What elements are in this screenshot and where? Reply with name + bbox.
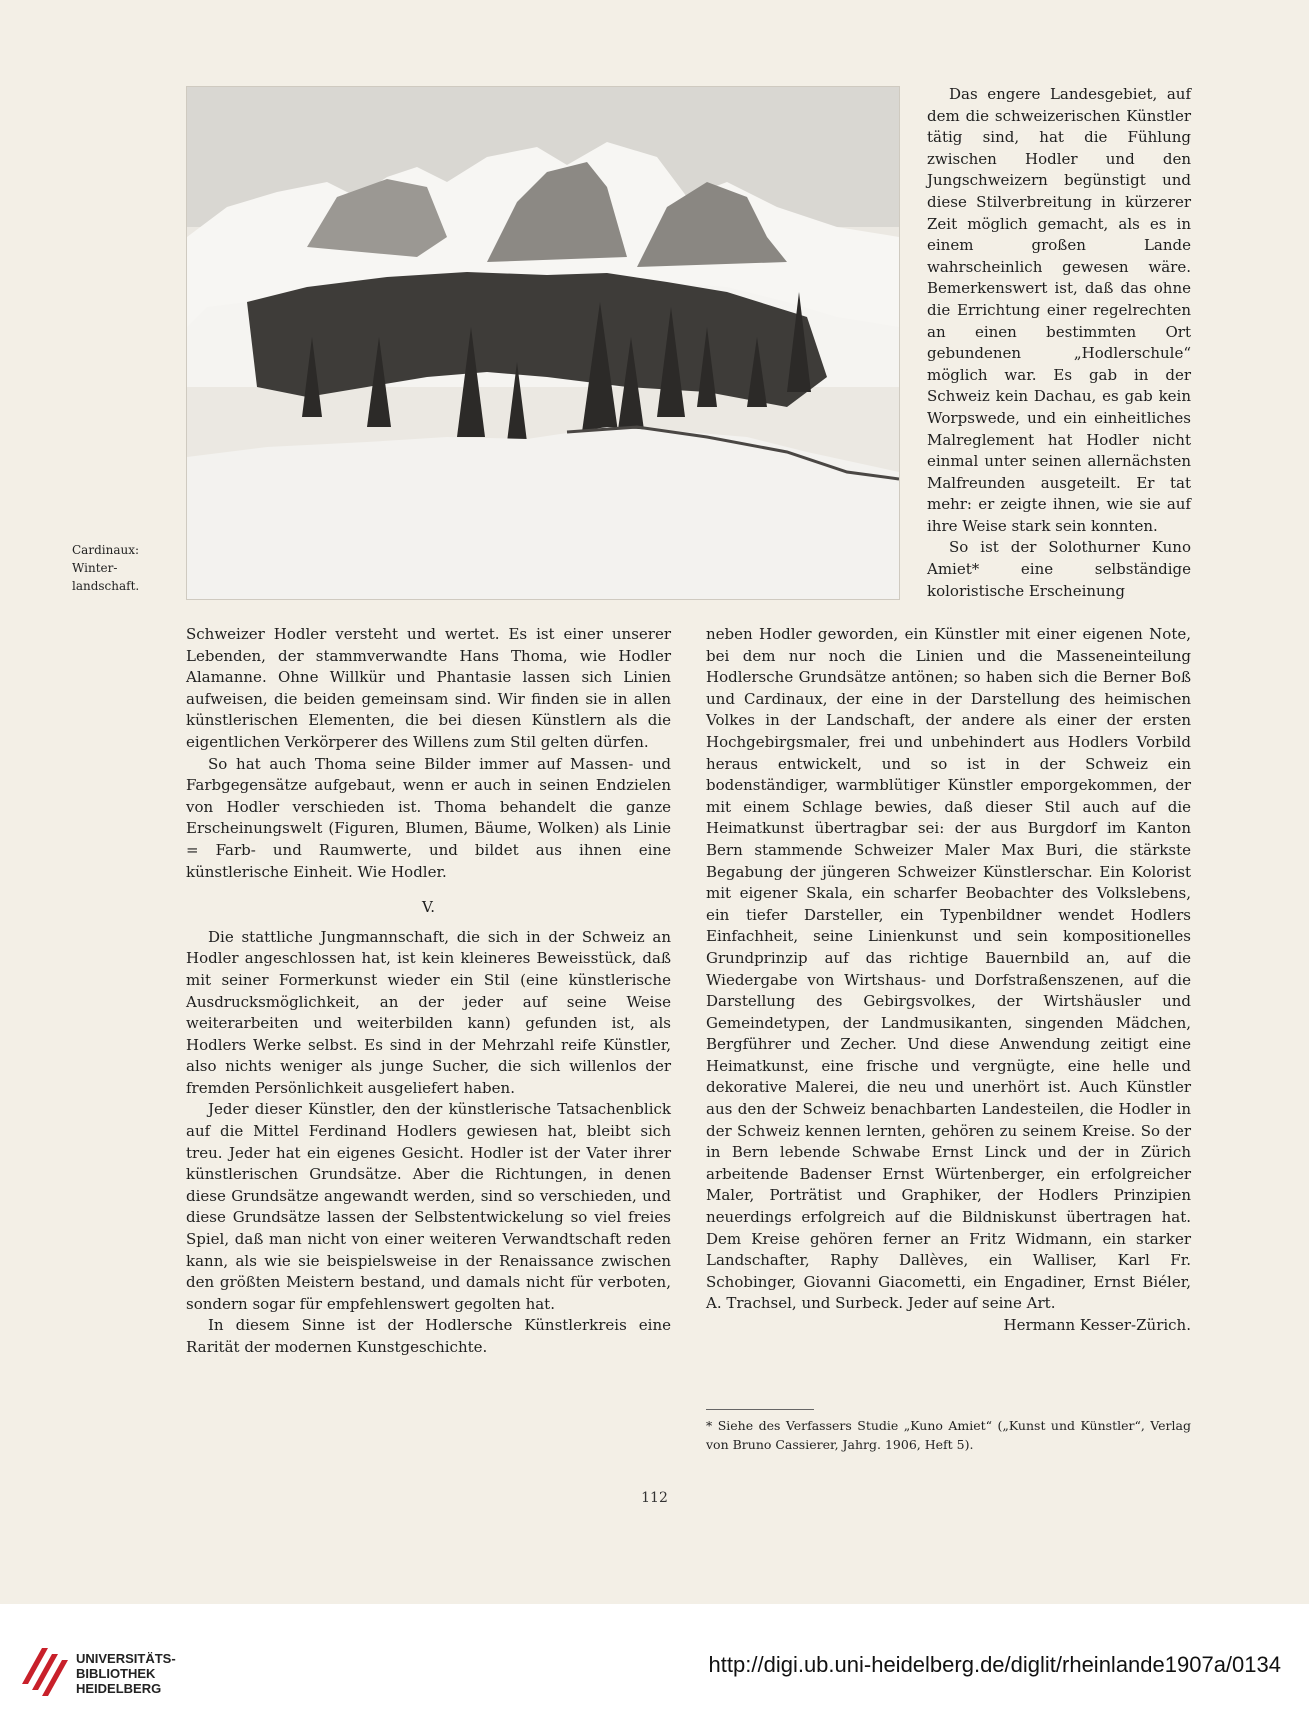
section-heading: V. xyxy=(422,898,435,917)
library-name: UNIVERSITÄTS- BIBLIOTHEK HEIDELBERG xyxy=(76,1651,176,1696)
footnote-rule xyxy=(706,1409,814,1410)
footnote: * Siehe des Verfassers Studie „Kuno Amiet“ („Kunst und Künstler“, Verlag von Bruno Cassierer, Jahrg. 1906, Heft 5). xyxy=(706,1418,1191,1452)
author-signature: Hermann Kesser-Zürich. xyxy=(1003,1316,1191,1334)
paragraph: Jeder dieser Künstler, den der künstlerische Tatsachenblick auf die Mittel Ferdinand Hodlers gewiesen hat, bleibt sich treu. Jeder hat ein eigenes Gesicht. Hodler ist der Vater ihrer künstlerischen Grundsätze. Aber die Richtungen, in denen diese Grundsätze angewandt werden, sind so verschieden, und diese Grundsätze lassen der Selbstentwickelung so viel freies Spiel, daß man nicht von einer weiteren Verwandtschaft reden kann, als wie sie beispielsweise in der Renaissance zwischen den größten Meistern bestand, und damals nicht für verboten, sondern sogar für empfehlenswert gegolten hat. xyxy=(186,1100,671,1313)
left-column xyxy=(186,624,671,1359)
paragraph: neben Hodler geworden, ein Künstler mit einer eigenen Note, bei dem nur noch die Linien und die Masseneinteilung Hodlersche Grundsätze antönen; so haben sich die Berner Boß und Cardinaux, der eine in der Darstellung des heimischen Volkes in der Landschaft, der andere als einer der ersten Hochgebirgsmaler, frei und unbehindert aus Hodlers Vorbild heraus entwickelt, und so ist in der Schweiz ein bodenständiger, warmblütiger Künstler emporgekommen, der mit einem Schlage bewies, daß dieser Stil auch auf die Heimatkunst übertragbar sei: der aus Burgdorf im Kanton Bern stammende Schweizer Maler Max Buri, die stärkste Begabung der jüngeren Schweizer Künstlerschar. Ein Kolorist mit eigener Skala, ein scharfer Beobachter des Volkslebens, ein tiefer Darsteller, ein Typenbildner wendet Hodlers Einfachheit, seine Linienkunst und sein kompositionelles Grundprinzip auf das richtige Bauernbild an, auf die Wiedergabe von Wirtshaus- und Dorfstraßenszenen, auf die Darstellung des Gebirgsvolkes, der Wirtshäusler und Gemeindetypen, der Landmusikanten, singenden Mädchen, Bergführer und Zecher. Und diese Anwendung zeitigt eine Heimatkunst, eine frische und vergnügte, eine helle und dekorative Malerei, die neu und unerhört ist. Auch Künstler aus den der Schweiz benachbarten Landesteilen, die Hodler in der Schweiz kennen lernten, gehören zu seinem Kreise. So der in Bern lebende Schwabe Ernst Linck und der in Zürich arbeitende Badenser Ernst Würtenberger, ein erfolgreicher Maler, Porträtist und Graphiker, der Hodlers Prinzipien neuerdings erfolgreich auf die Bildniskunst übertragen hat. Dem Kreise gehören ferner an Fritz Widmann, ein starker Landschafter, Raphy Dallèves, ein Walliser, Karl Fr. Schobinger, Giovanni Giacometti, ein Engadiner, Ernst Biéler, A. Trachsel, und Surbeck. Jeder auf seine Art. xyxy=(706,625,1191,1313)
figure-caption: Cardinaux: Winter- landschaft. xyxy=(72,543,140,593)
paragraph: So ist der Solothurner Kuno Amiet* eine selbständige koloristische Erscheinung xyxy=(927,538,1191,600)
paragraph: In diesem Sinne ist der Hodlersche Künstlerkreis eine Rarität der modernen Kunstgeschichte. xyxy=(186,1316,671,1356)
painting-winter-landscape xyxy=(186,86,900,600)
library-footer xyxy=(0,1604,1309,1721)
paragraph: So hat auch Thoma seine Bilder immer auf Massen- und Farbgegensätze aufgebaut, wenn er auch in seinen Endzielen von Hodler verschieden ist. Thoma behandelt die ganze Erscheinungswelt (Figuren, Blumen, Bäume, Wolken) als Linie = Farb- und Raumwerte, und bildet aus ihnen eine künstlerische Einheit. Wie Hodler. xyxy=(186,754,671,881)
right-column xyxy=(706,624,1191,1337)
paragraph: Die stattliche Jungmannschaft, die sich in der Schweiz an Hodler angeschlossen hat, ist kein kleineres Beweisstück, daß mit seiner Formerkunst wieder ein Stil (eine künstlerische Ausdrucksmöglichkeit, an der jeder auf seine Weise weiterarbeiten und weiterbilden kann) gefunden ist, als Hodlers Werke selbst. Es sind in der Mehrzahl reife Künstler, also nichts weniger als junge Sucher, die sich willenlos der fremden Persönlichkeit ausgeliefert haben. xyxy=(186,927,671,1097)
library-logo-icon xyxy=(14,1640,72,1700)
mountain-landscape-illustration xyxy=(187,87,899,599)
paragraph: Schweizer Hodler versteht und wertet. Es ist einer unserer Lebenden, der stammverwandte Hans Thoma, wie Hodler Alamanne. Ohne Willkür und Phantasie lassen sich Linien aufweisen, die beiden gemeinsam sind. Wir finden sie in allen künstlerischen Elementen, die bei diesen Künstlern als die eigentlichen Verkörperer des Willens zum Stil gelten dürfen. xyxy=(186,625,671,751)
page-number: 112 xyxy=(641,1490,668,1506)
paragraph: Das engere Landesgebiet, auf dem die schweizerischen Künstler tätig sind, hat die Fühlung zwischen Hodler und den Jungschweizern begünstigt und diese Stilverbreitung in kürzerer Zeit möglich gemacht, als es in einem großen Lande wahrscheinlich gewesen wäre. Bemerkenswert ist, daß das ohne die Errichtung einer regelrechten an einen bestimmten Ort gebundenen „Hodlerschule“ möglich war. Es gab in der Schweiz kein Dachau, es gab kein Worpswede, und ein einheitliches Malreglement hat Hodler nicht einmal unter seinen allernächsten Malfreunden ausgeteilt. Er tat mehr: er zeigte ihnen, wie sie auf ihre Weise stark sein konnten. xyxy=(927,85,1191,535)
source-url-link[interactable]: http://digi.ub.uni-heidelberg.de/diglit/rheinlande1907a/0134 xyxy=(708,1652,1281,1677)
side-column xyxy=(927,84,1191,602)
